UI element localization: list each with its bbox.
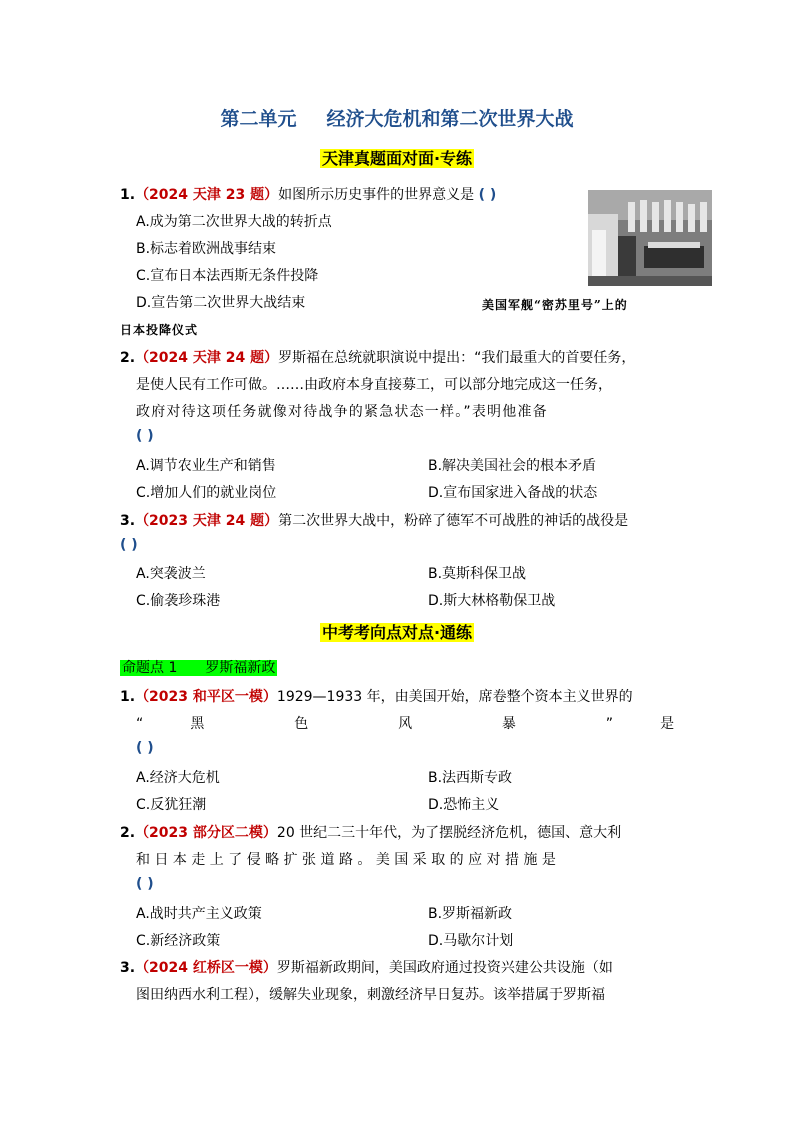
section-heading-text: 中考考向点对点·通练: [321, 623, 473, 642]
question-2-line2: 是使人民有工作可做。……由政府本身直接募工，可以部分地完成这一任务，: [136, 377, 612, 393]
section-heading-text: 天津真题面对面·专练: [321, 149, 473, 168]
answer-blank[interactable]: ( ): [136, 740, 154, 756]
option-d[interactable]: D.斯大林格勒保卫战: [428, 593, 556, 609]
option-a[interactable]: A.成为第二次世界大战的转折点: [136, 214, 332, 230]
question-source: （2023 部分区二模）: [135, 825, 277, 841]
topic-label: 命题点 1: [122, 660, 178, 676]
option-b[interactable]: B.标志着欧洲战事结束: [136, 241, 277, 257]
section-heading-1: [0, 148, 794, 170]
question-source: （2023 天津 24 题）: [135, 513, 279, 529]
option-d[interactable]: D.恐怖主义: [428, 797, 500, 813]
option-b[interactable]: B.罗斯福新政: [428, 906, 513, 922]
practice-2-stem: 2.（2023 部分区二模）20 世纪二三十年代，为了摆脱经济危机，德国、意大利: [120, 825, 622, 841]
topic-name: 罗斯福新政: [205, 660, 276, 676]
topic-tag: [120, 658, 277, 678]
page-title: [0, 104, 794, 131]
option-c[interactable]: C.反犹狂潮: [136, 797, 207, 813]
option-d[interactable]: D.宣告第二次世界大战结束: [136, 295, 306, 311]
option-a[interactable]: A.经济大危机: [136, 770, 220, 786]
option-a[interactable]: A.突袭波兰: [136, 566, 206, 582]
photo-caption-cont: 日本投降仪式: [120, 323, 199, 337]
option-c[interactable]: C.偷袭珍珠港: [136, 593, 221, 609]
option-b[interactable]: B.莫斯科保卫战: [428, 566, 527, 582]
question-source: （2023 和平区一模）: [135, 689, 277, 705]
answer-blank[interactable]: ( ): [136, 876, 154, 892]
practice-2-line2: 和 日 本 走 上 了 侵 略 扩 张 道 路 。 美 国 采 取 的 应 对 措 施 是: [136, 852, 556, 868]
photo-caption: 美国军舰“密苏里号”上的: [482, 298, 628, 312]
answer-blank[interactable]: ( ): [120, 537, 138, 553]
unit-name: 经济大危机和第二次世界大战: [326, 108, 574, 130]
option-c[interactable]: C.增加人们的就业岗位: [136, 485, 277, 501]
option-a[interactable]: A.调节农业生产和销售: [136, 458, 276, 474]
question-source: （2024 天津 23 题）: [135, 187, 279, 203]
option-c[interactable]: C.宣布日本法西斯无条件投降: [136, 268, 319, 284]
option-a[interactable]: A.战时共产主义政策: [136, 906, 262, 922]
question-source: （2024 天津 24 题）: [135, 350, 279, 366]
unit-label: 第二单元: [220, 108, 297, 130]
answer-blank[interactable]: ( ): [136, 428, 154, 444]
question-3-stem: 3.（2023 天津 24 题）第二次世界大战中，粉碎了德军不可战胜的神话的战役是: [120, 513, 629, 529]
practice-1-stem: 1.（2023 和平区一模）1929—1933 年，由美国开始，席卷整个资本主义世界的: [120, 689, 633, 705]
practice-3-stem: 3.（2024 红桥区一模）罗斯福新政期间，美国政府通过投资兴建公共设施（如: [120, 960, 613, 976]
question-2-line3: 政府对待这项任务就像对待战争的紧急状态一样。”表明他准备: [136, 404, 548, 420]
question-1-stem: 1.（2024 天津 23 题）如图所示历史事件的世界意义是 ( ): [120, 187, 497, 203]
section-heading-2: [0, 622, 794, 644]
option-b[interactable]: B.法西斯专政: [428, 770, 513, 786]
practice-1-line2: “ 黑 色 风 暴 ” 是: [136, 716, 675, 732]
question-2-stem: 2.（2024 天津 24 题）罗斯福在总统就职演说中提出：“我们最重大的首要任务，: [120, 350, 636, 366]
practice-3-line2: 图田纳西水利工程），缓解失业现象，刺激经济早日复苏。该举措属于罗斯福: [136, 987, 605, 1003]
answer-blank[interactable]: ( ): [478, 187, 497, 203]
option-d[interactable]: D.马歇尔计划: [428, 933, 514, 949]
surrender-ceremony-photo: [588, 190, 712, 286]
question-source: （2024 红桥区一模）: [135, 960, 277, 976]
option-b[interactable]: B.解决美国社会的根本矛盾: [428, 458, 597, 474]
option-c[interactable]: C.新经济政策: [136, 933, 221, 949]
option-d[interactable]: D.宣布国家进入备战的状态: [428, 485, 598, 501]
